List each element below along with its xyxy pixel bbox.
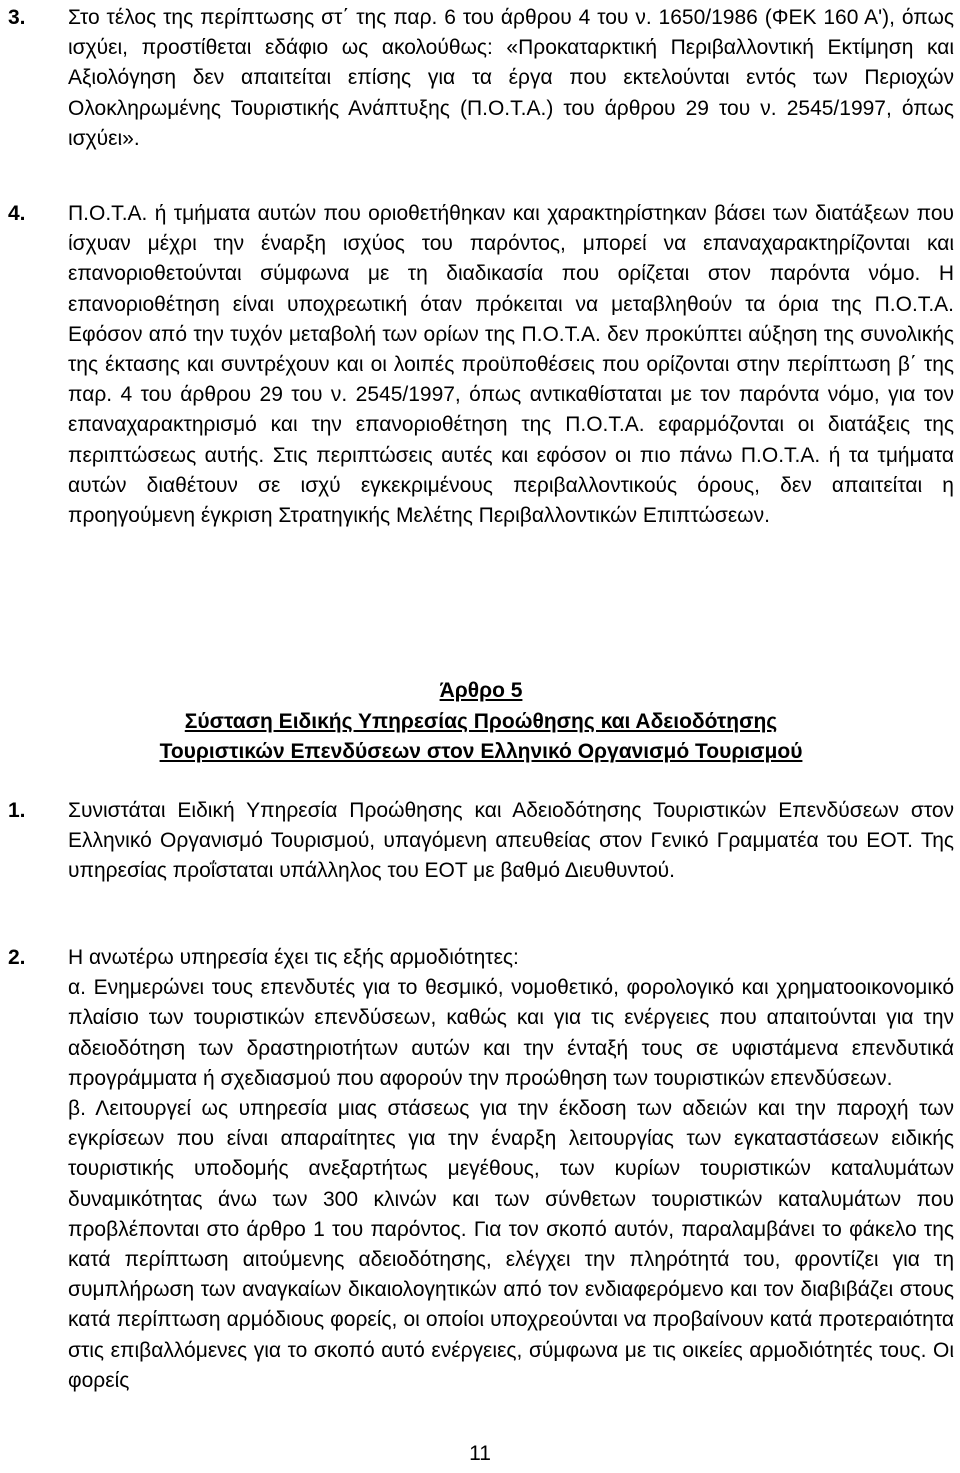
list-item-b: β. Λειτουργεί ως υπηρεσία μιας στάσεως για την έκδοση των αδειών και την παροχή των εγκρίσεων που είναι απαραίτητες για την έναρξη λειτουργίας των εγκαταστάσεων ειδικής τουριστικής υποδομής ανεξαρτήτως μεγέθους, των κυρίων τουριστικών καταλυμάτων δυναμικότητας άνω των 300 κλινών και των σύνθετων τουριστικών καταλυμάτων που προβλέπονται στο άρθρο 1 του παρόντος. Για τον σκοπό αυτόν, παραλαμβάνει το φάκελο της κατά περίπτωση αιτούμενης αδειοδότησης, ελέγχει την πληρότητά του, φροντίζει για τη συμπλήρωση των αναγκαίων δικαιολογητικών από τον ενδιαφερόμενο και τον διαβιβάζει στους κατά περίπτωση αρμόδιους φορείς, οι οποίοι υποχρεούνται να προβαίνουν κατά προτεραιότητα στις επιβαλλόμενες για το σκοπό αυτό ενέργειες, σύμφωνα με τις οικείες αρμοδιότητές τους. Οι φορείς [68,1097,954,1392]
article-title: Άρθρο 5 [439,679,523,702]
paragraph-text: Στο τέλος της περίπτωσης στ΄ της παρ. 6 του άρθρου 4 του ν. 1650/1986 (ΦΕΚ 160 Α'), όπως ισχύει, προστίθεται εδάφιο ως ακολούθως: «Προκαταρκτική Περιβαλλοντική Εκτίμηση και Αξιολόγηση δεν απαιτείται επίσης για τα έργα που εκτελούνται εντός των Περιοχών Ολοκληρωμένης Τουριστικής Ανάπτυξης (Π.Ο.Τ.Α.) του άρθρου 29 του ν. 2545/1997, όπως ισχύει». [68,6,954,150]
article-subtitle-line-1: Σύσταση Ειδικής Υπηρεσίας Προώθησης και Αδειοδότησης [184,709,778,733]
paragraph-intro: Η ανωτέρω υπηρεσία έχει τις εξής αρμοδιότητες: [68,946,519,969]
paragraph-number: 3. [8,6,26,29]
paragraph-text: Π.Ο.Τ.Α. ή τμήματα αυτών που οριοθετήθηκαν και χαρακτηρίστηκαν βάσει των διατάξεων που ίσχυαν μέχρι την έναρξη ισχύος του παρόντος, μπορεί να επαναχαρακτηρίζονται και επανοριοθετούνται σύμφωνα με τη διαδικασία που ορίζεται στον παρόντα νόμο. Η επανοριοθέτηση είναι υποχρεωτική όταν πρόκειται να μεταβληθούν τα όρια της Π.Ο.Τ.Α. Εφόσον από την τυχόν μεταβολή των ορίων της Π.Ο.Τ.Α. δεν προκύπτει αύξηση της συνολικής της έκτασης και συντρέχουν και οι λοιπές προϋποθέσεις που ορίζονται στην περίπτωση β΄ της παρ. 4 του άρθρου 29 του ν. 2545/1997, όπως αντικαθίσταται με τον παρόντα νόμο, για τον επαναχαρακτηρισμό και την επανοριοθέτηση της Π.Ο.Τ.Α. εφαρμόζονται οι διατάξεις της περιπτώσεως αυτής. Στις περιπτώσεις αυτές και εφόσον οι πιο πάνω Π.Ο.Τ.Α. ή τα τμήματα αυτών διαθέτουν σε ισχύ εγκεκριμένους περιβαλλοντικούς όρους, δεν απαιτείται η προηγούμενη έγκριση Στρατηγικής Μελέτης Περιβαλλοντικών Επιπτώσεων. [68,202,954,528]
paragraph-number: 1. [8,799,26,822]
paragraph-body [68,943,954,1396]
page-number: 11 [469,1442,491,1465]
paragraph-3 [8,3,954,154]
paragraph-number: 4. [8,202,26,225]
article-paragraph-1 [8,796,954,887]
article-paragraph-2 [8,943,954,1396]
paragraph-text: Συνιστάται Ειδική Υπηρεσία Προώθησης και Αδειοδότησης Τουριστικών Επενδύσεων στον Ελληνικό Οργανισμό Τουρισμού, υπαγόμενη απευθείας στον Γενικό Γραμματέα του ΕΟΤ. Της υπηρεσίας προΐσταται υπάλληλος του ΕΟΤ με βαθμό Διευθυντού. [68,799,954,883]
paragraph-4 [8,199,954,531]
paragraph-number: 2. [8,946,26,969]
list-item-a: α. Ενημερώνει τους επενδυτές για το θεσμικό, νομοθετικό, φορολογικό και χρηματοοικονομικό πλαίσιο των τουριστικών επενδύσεων, καθώς και για τις ενέργειες που απαιτούνται για την αδειοδότηση των δραστηριοτήτων αυτών και την ένταξή τους σε υφιστάμενα επενδυτικά προγράμματα ή σχεδιασμού που αφορούν την προώθηση των τουριστικών επενδύσεων. [68,976,954,1090]
article-subtitle-line-2: Τουριστικών Επενδύσεων στον Ελληνικό Οργανισμό Τουρισμού [159,740,803,763]
article-heading [8,676,954,768]
